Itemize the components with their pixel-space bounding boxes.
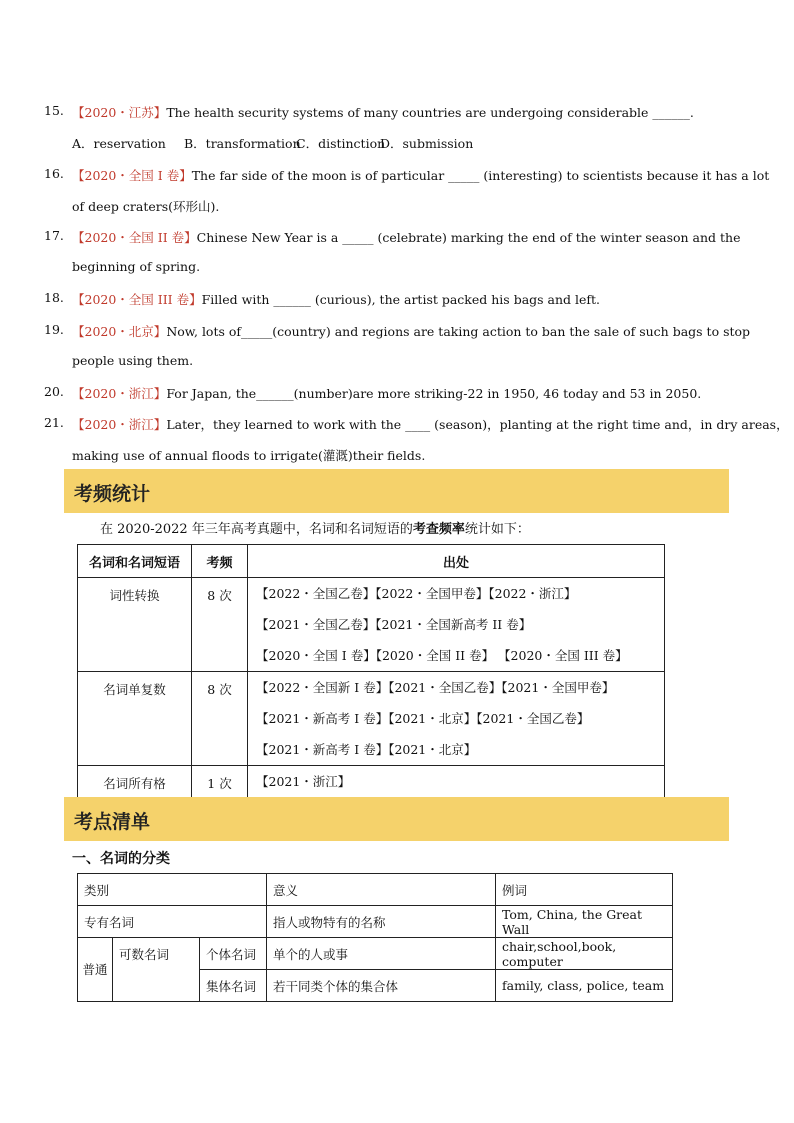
source-cell xyxy=(248,766,665,798)
question-source: 【2020・全国 I 卷】 xyxy=(72,168,192,183)
table-row xyxy=(78,578,665,672)
option-c: C．distinction xyxy=(296,136,386,151)
countable-cell: 可数名词 xyxy=(113,938,200,1002)
frequency-table xyxy=(77,544,665,798)
section-band-checklist xyxy=(64,797,729,841)
subcategory-cell: 集体名词 xyxy=(200,970,267,1002)
freq-cell: 8 次 xyxy=(192,578,248,672)
option-d: D．submission xyxy=(380,136,474,151)
question-text: Filled with ______ (curious), the artist packed his bags and left. xyxy=(201,292,601,307)
table-row xyxy=(78,766,665,798)
question-number: 18. xyxy=(44,290,64,305)
intro-post: 统计如下： xyxy=(464,522,530,537)
source-line: 【2020・全国 I 卷】【2020・全国 II 卷】 【2020・全国 III 卷】 xyxy=(256,648,628,663)
question-number: 17. xyxy=(44,228,64,243)
source-cell xyxy=(248,672,665,766)
meaning-cell: 若干同类个体的集合体 xyxy=(267,970,496,1002)
table-header-row xyxy=(78,874,673,906)
question-text-cont: of deep craters(环形山). xyxy=(72,199,220,214)
meaning-cell: 指人或物特有的名称 xyxy=(267,906,496,938)
source-line: 【2022・全国新 I 卷】【2021・全国乙卷】【2021・全国甲卷】 xyxy=(256,680,615,695)
subsection-heading: 一、名词的分类 xyxy=(72,851,170,867)
question-text: Now, lots of_____(country) and regions are taking action to ban the sale of such bags to stop xyxy=(166,324,751,339)
section-band-frequency xyxy=(64,469,729,513)
question-number: 15. xyxy=(44,103,64,118)
freq-cell: 8 次 xyxy=(192,672,248,766)
option-b: B．transformation xyxy=(184,136,301,151)
category-cell: 专有名词 xyxy=(78,906,267,938)
topic-cell: 名词单复数 xyxy=(78,672,192,766)
question-text-cont: beginning of spring. xyxy=(72,259,201,274)
question-source: 【2020・全国 II 卷】 xyxy=(72,230,197,245)
question-number: 19. xyxy=(44,322,64,337)
section-title: 考点清单 xyxy=(74,811,151,833)
question-text: The far side of the moon is of particular _____ (interesting) to scientists because it has a lot xyxy=(191,168,770,183)
header-meaning: 意义 xyxy=(267,874,496,906)
header-source: 出处 xyxy=(248,545,665,578)
header-category: 类别 xyxy=(78,874,267,906)
question-source: 【2020・北京】 xyxy=(72,324,167,339)
topic-cell: 词性转换 xyxy=(78,578,192,672)
noun-classification-table xyxy=(77,873,673,1002)
header-example: 例词 xyxy=(496,874,673,906)
intro-bold: 考查频率 xyxy=(412,522,465,537)
table-row xyxy=(78,906,673,938)
freq-cell: 1 次 xyxy=(192,766,248,798)
table-row xyxy=(78,938,673,970)
source-line: 【2021・新高考 I 卷】【2021・北京】 xyxy=(256,742,477,757)
question-source: 【2020・浙江】 xyxy=(72,386,167,401)
table-header-row xyxy=(78,545,665,578)
question-source: 【2020・浙江】 xyxy=(72,417,167,432)
common-noun-cell: 普通 xyxy=(78,938,113,1002)
source-line: 【2021・新高考 I 卷】【2021・北京】【2021・全国乙卷】 xyxy=(256,711,590,726)
option-a: A．reservation xyxy=(72,136,166,151)
source-line: 【2022・全国乙卷】【2022・全国甲卷】【2022・浙江】 xyxy=(256,586,577,601)
question-text: The health security systems of many countries are undergoing considerable ______. xyxy=(166,105,694,120)
question-text: Chinese New Year is a _____ (celebrate) marking the end of the winter season and the xyxy=(196,230,741,245)
section-title: 考频统计 xyxy=(74,483,151,505)
intro-pre: 在 2020-2022 年三年高考真题中，名词和名词短语的 xyxy=(100,522,413,537)
question-source: 【2020・全国 III 卷】 xyxy=(72,292,202,307)
table-row xyxy=(78,672,665,766)
header-topic: 名词和名词短语 xyxy=(78,545,192,578)
meaning-cell: 单个的人或事 xyxy=(267,938,496,970)
intro-text xyxy=(100,518,530,537)
question-text-cont: making use of annual floods to irrigate(灌溉)their fields. xyxy=(72,448,426,463)
question-text: For Japan, the______(number)are more striking-22 in 1950, 46 today and 53 in 2050. xyxy=(166,386,702,401)
question-text-cont: people using them. xyxy=(72,353,194,368)
question-number: 16. xyxy=(44,166,64,181)
source-line: 【2021・浙江】 xyxy=(256,774,351,789)
question-number: 20. xyxy=(44,384,64,399)
example-cell: Tom, China, the Great Wall xyxy=(496,906,673,938)
source-cell xyxy=(248,578,665,672)
question-text: Later，they learned to work with the ____ (season)，planting at the right time and，in dry areas， xyxy=(166,417,789,432)
subcategory-cell: 个体名词 xyxy=(200,938,267,970)
header-freq: 考频 xyxy=(192,545,248,578)
source-line: 【2021・全国乙卷】【2021・全国新高考 II 卷】 xyxy=(256,617,532,632)
example-cell: family, class, police, team xyxy=(496,970,673,1002)
question-number: 21. xyxy=(44,415,64,430)
topic-cell: 名词所有格 xyxy=(78,766,192,798)
example-cell: chair,school,book, computer xyxy=(496,938,673,970)
question-source: 【2020・江苏】 xyxy=(72,105,167,120)
